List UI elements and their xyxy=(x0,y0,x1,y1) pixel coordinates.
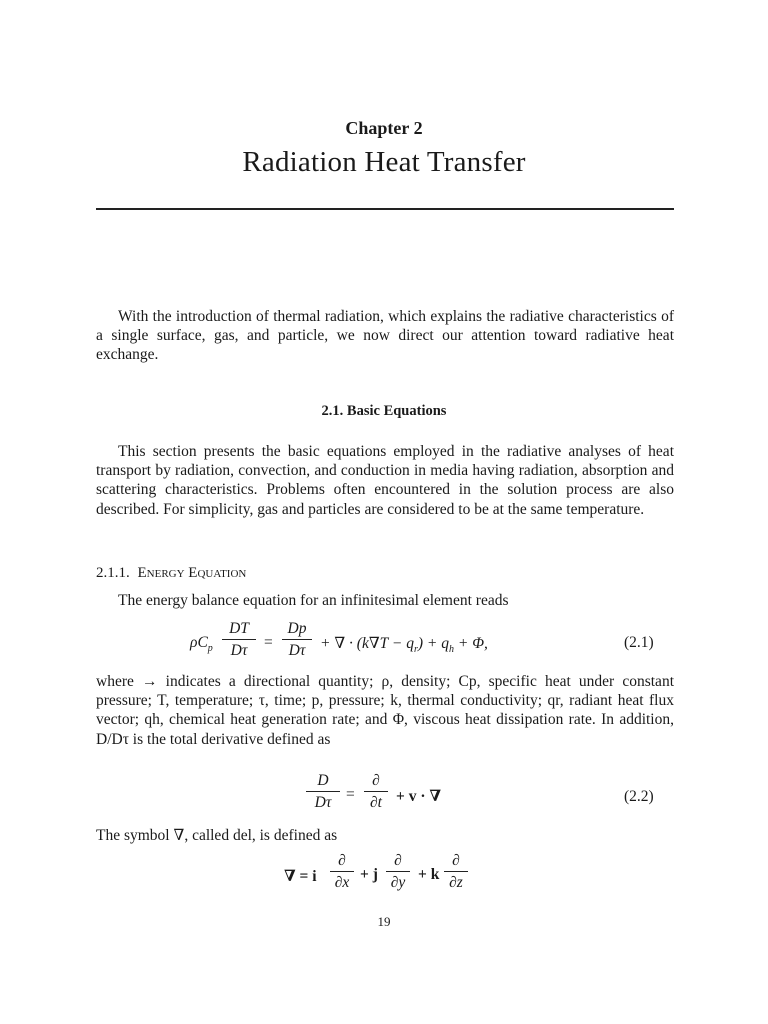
eq1-rhs-terms xyxy=(320,634,488,655)
eq1-lhs-fraction xyxy=(222,620,256,660)
eq2-denominator-2: ∂t xyxy=(370,794,382,811)
eq1-lhs-prefix: ρC xyxy=(190,634,208,651)
eq1-rhs-denominator: Dτ xyxy=(288,642,306,659)
eq1-lhs-sub: p xyxy=(207,643,213,655)
chapter-label: Chapter 2 xyxy=(345,118,423,138)
eq1-rhs-end: + Φ, xyxy=(453,635,488,652)
eq3-bar-z xyxy=(444,871,468,872)
intro-paragraph: With the introduction of thermal radiation, which explains the radiative characteristics of a single surface, gas, and particle, we now direct our attention toward radiative heat exchange. xyxy=(96,308,674,364)
subsection-heading xyxy=(96,565,246,582)
eq1-rhs-numerator: Dp xyxy=(287,620,307,637)
eq2-bar-2 xyxy=(364,791,388,792)
eq3-k: + k xyxy=(418,866,440,883)
eq2-denominator-1: Dτ xyxy=(314,794,332,811)
eq1-rhs-sub-r: r xyxy=(413,644,418,656)
eq3-denominator-x: ∂x xyxy=(334,874,350,891)
eq1-rhs-rest: + ∇ · (k∇T − q xyxy=(320,635,414,652)
equation-2-2-number: (2.2) xyxy=(624,788,654,805)
energy-intro-text: The energy balance equation for an infinitesimal element reads xyxy=(118,592,509,609)
eq3-numerator-x: ∂ xyxy=(338,852,346,869)
eq1-rhs-bar xyxy=(282,639,312,640)
subsection-title: Energy Equation xyxy=(137,565,247,581)
eq3-numerator-y: ∂ xyxy=(394,852,402,869)
eq1-lhs-bar xyxy=(222,639,256,640)
equation-2-2 xyxy=(306,772,506,818)
page-number: 19 xyxy=(377,914,391,929)
eq1-rhs-sub-h: h xyxy=(448,644,454,656)
equation-del xyxy=(284,852,504,898)
eq1-rhs-fraction xyxy=(282,620,312,660)
title-rule xyxy=(96,208,674,210)
eq3-lhs: ∇ = i xyxy=(284,868,317,885)
section-paragraph: This section presents the basic equations employed in the radiative analyses of heat transport by radiation, convection, and conduction in media having radiation, absorption and scattering characteristics. Problems often encountered in the solution process are also described. For simplicity, gas and particles are considered to be at the same temperature. xyxy=(96,443,674,518)
eq3-bar-x xyxy=(330,871,354,872)
eq3-numerator-z: ∂ xyxy=(452,852,460,869)
del-intro-text: The symbol ∇, called del, is defined as xyxy=(96,827,338,844)
eq3-fraction-y xyxy=(386,852,410,892)
eq2-numerator-2: ∂ xyxy=(372,772,380,789)
eq2-numerator-1: D xyxy=(317,772,329,789)
eq3-j: + j xyxy=(360,866,378,883)
eq2-bar-1 xyxy=(306,791,340,792)
eq1-lhs-denominator: Dτ xyxy=(230,642,248,659)
subsection-number: 2.1.1. xyxy=(96,565,130,581)
eq2-fraction-1 xyxy=(306,772,340,812)
section-heading: 2.1. Basic Equations xyxy=(321,403,447,419)
equation-2-1 xyxy=(190,620,650,666)
chapter-title: Radiation Heat Transfer xyxy=(242,146,526,178)
eq3-fraction-z xyxy=(444,852,468,892)
eq3-fraction-x xyxy=(330,852,354,892)
eq3-denominator-z: ∂z xyxy=(449,874,463,891)
eq2-fraction-2 xyxy=(364,772,388,812)
eq1-rhs-tail: ) + q xyxy=(417,635,449,652)
where-paragraph: where → indicates a directional quantity; ρ, density; Cp, specific heat under constant pressure; T, temperature; τ, time; p, pressure; k, thermal conductivity; qr, radiant heat flux vector; qh, chemical heat generation rate; and Φ, viscous heat dissipation rate. In addition, D/Dτ is the total derivative defined as xyxy=(96,673,674,748)
eq1-equals: = xyxy=(264,634,273,651)
eq2-rest: + v · ∇ xyxy=(396,788,442,805)
eq3-bar-y xyxy=(386,871,410,872)
eq1-lhs-numerator: DT xyxy=(229,620,249,637)
equation-2-1-number: (2.1) xyxy=(624,634,654,651)
eq3-denominator-y: ∂y xyxy=(390,874,406,891)
eq2-equals: = xyxy=(346,786,355,803)
